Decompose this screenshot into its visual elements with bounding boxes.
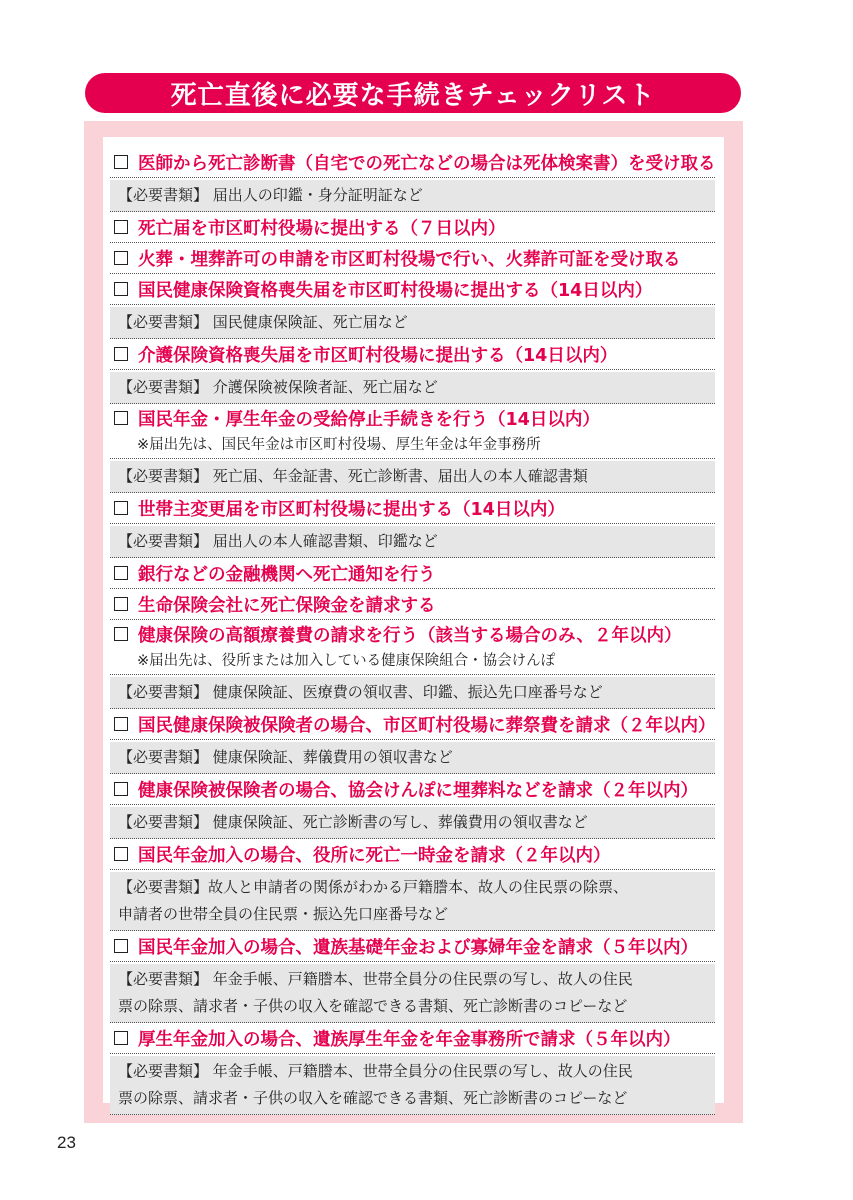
required-documents-line: 票の除票、請求者・子供の収入を確認できる書類、死亡診断書のコピーなど bbox=[118, 997, 628, 1015]
checklist-item[interactable] bbox=[110, 839, 715, 870]
page-title: 死亡直後に必要な手続きチェックリスト bbox=[170, 80, 656, 111]
checkbox[interactable] bbox=[114, 1031, 128, 1045]
checklist-item-label: 銀行などの金融機関へ死亡通知を行う bbox=[138, 564, 436, 585]
required-documents bbox=[110, 964, 715, 1023]
required-documents bbox=[110, 307, 715, 339]
checkbox[interactable] bbox=[114, 347, 128, 361]
checklist-item-label: 国民健康保険資格喪失届を市区町村役場に提出する（14日以内） bbox=[138, 280, 653, 301]
required-documents bbox=[110, 872, 715, 931]
required-documents-line: 【必要書類】 健康保険証、医療費の領収書、印鑑、振込先口座番号など bbox=[118, 683, 603, 701]
required-documents-line: 【必要書類】 年金手帳、戸籍謄本、世帯全員分の住民票の写し、故人の住民 bbox=[118, 970, 633, 988]
required-documents-line: 申請者の世帯全員の住民票・振込先口座番号など bbox=[118, 905, 449, 923]
checkbox[interactable] bbox=[114, 411, 128, 425]
checkbox[interactable] bbox=[114, 597, 128, 611]
checklist-item-label: 医師から死亡診断書（自宅での死亡などの場合は死体検案書）を受け取る bbox=[138, 153, 716, 174]
required-documents-line: 【必要書類】 健康保険証、死亡診断書の写し、葬儀費用の領収書など bbox=[118, 813, 588, 831]
checklist-item[interactable] bbox=[110, 709, 715, 740]
required-documents-line: 【必要書類】 介護保険被保険者証、死亡届など bbox=[118, 378, 438, 396]
checklist-panel bbox=[103, 137, 724, 1107]
required-documents bbox=[110, 461, 715, 493]
checklist-item-label: 生命保険会社に死亡保険金を請求する bbox=[138, 595, 436, 616]
checklist-item-label: 死亡届を市区町村役場に提出する（７日以内） bbox=[138, 218, 506, 239]
checklist-item[interactable] bbox=[110, 774, 715, 805]
required-documents-line: 【必要書類】故人と申請者の関係がわかる戸籍謄本、故人の住民票の除票、 bbox=[118, 878, 629, 896]
required-documents bbox=[110, 742, 715, 774]
required-documents bbox=[110, 372, 715, 404]
checklist-frame bbox=[84, 121, 743, 1123]
checklist-item-label: 介護保険資格喪失届を市区町村役場に提出する（14日以内） bbox=[138, 345, 618, 366]
required-documents-line: 【必要書類】 健康保険証、葬儀費用の領収書など bbox=[118, 748, 453, 766]
checklist bbox=[110, 147, 715, 1115]
checklist-item-label: 国民年金加入の場合、役所に死亡一時金を請求（２年以内） bbox=[138, 845, 611, 866]
required-documents bbox=[110, 180, 715, 212]
checklist-item[interactable] bbox=[110, 493, 715, 524]
checklist-item[interactable] bbox=[110, 404, 715, 432]
required-documents-line: 【必要書類】 国民健康保険証、死亡届など bbox=[118, 313, 408, 331]
title-banner bbox=[85, 73, 741, 113]
required-documents bbox=[110, 677, 715, 709]
checkbox[interactable] bbox=[114, 939, 128, 953]
checklist-item[interactable] bbox=[110, 931, 715, 962]
checklist-item-note: ※届出先は、役所または加入している健康保険組合・協会けんぽ bbox=[110, 648, 715, 675]
required-documents-line: 【必要書類】 死亡届、年金証書、死亡診断書、届出人の本人確認書類 bbox=[118, 467, 588, 485]
checklist-item-label: 健康保険の高額療養費の請求を行う（該当する場合のみ、２年以内） bbox=[138, 625, 682, 646]
checklist-item-label: 厚生年金加入の場合、遺族厚生年金を年金事務所で請求（５年以内） bbox=[138, 1029, 681, 1050]
checklist-item-label: 健康保険被保険者の場合、協会けんぽに埋葬料などを請求（２年以内） bbox=[138, 780, 698, 801]
checklist-item[interactable] bbox=[110, 212, 715, 243]
checklist-item[interactable] bbox=[110, 339, 715, 370]
checklist-item-label: 世帯主変更届を市区町村役場に提出する（14日以内） bbox=[138, 499, 565, 520]
checklist-item-label: 国民健康保険被保険者の場合、市区町村役場に葬祭費を請求（２年以内） bbox=[138, 715, 716, 736]
checklist-item[interactable] bbox=[110, 620, 715, 648]
checkbox[interactable] bbox=[114, 220, 128, 234]
checkbox[interactable] bbox=[114, 501, 128, 515]
checklist-item[interactable] bbox=[110, 243, 715, 274]
checkbox[interactable] bbox=[114, 251, 128, 265]
required-documents bbox=[110, 1056, 715, 1115]
checklist-item-label: 国民年金加入の場合、遺族基礎年金および寡婦年金を請求（５年以内） bbox=[138, 937, 698, 958]
checklist-item[interactable] bbox=[110, 274, 715, 305]
checkbox[interactable] bbox=[114, 847, 128, 861]
checkbox[interactable] bbox=[114, 717, 128, 731]
required-documents bbox=[110, 807, 715, 839]
checklist-item[interactable] bbox=[110, 558, 715, 589]
required-documents-line: 【必要書類】 年金手帳、戸籍謄本、世帯全員分の住民票の写し、故人の住民 bbox=[118, 1062, 633, 1080]
required-documents-line: 票の除票、請求者・子供の収入を確認できる書類、死亡診断書のコピーなど bbox=[118, 1089, 628, 1107]
checkbox[interactable] bbox=[114, 282, 128, 296]
checklist-item-label: 火葬・埋葬許可の申請を市区町村役場で行い、火葬許可証を受け取る bbox=[138, 249, 681, 270]
checklist-item-note: ※届出先は、国民年金は市区町村役場、厚生年金は年金事務所 bbox=[110, 432, 715, 459]
page-number: 23 bbox=[57, 1133, 76, 1152]
required-documents-line: 【必要書類】 届出人の印鑑・身分証明証など bbox=[118, 186, 423, 204]
checkbox[interactable] bbox=[114, 627, 128, 641]
checkbox[interactable] bbox=[114, 566, 128, 580]
required-documents bbox=[110, 526, 715, 558]
checklist-item[interactable] bbox=[110, 589, 715, 620]
checkbox[interactable] bbox=[114, 155, 128, 169]
checklist-item[interactable] bbox=[110, 147, 715, 178]
checklist-item-label: 国民年金・厚生年金の受給停止手続きを行う（14日以内） bbox=[138, 409, 600, 430]
checkbox[interactable] bbox=[114, 782, 128, 796]
required-documents-line: 【必要書類】 届出人の本人確認書類、印鑑など bbox=[118, 532, 438, 550]
checklist-item[interactable] bbox=[110, 1023, 715, 1054]
